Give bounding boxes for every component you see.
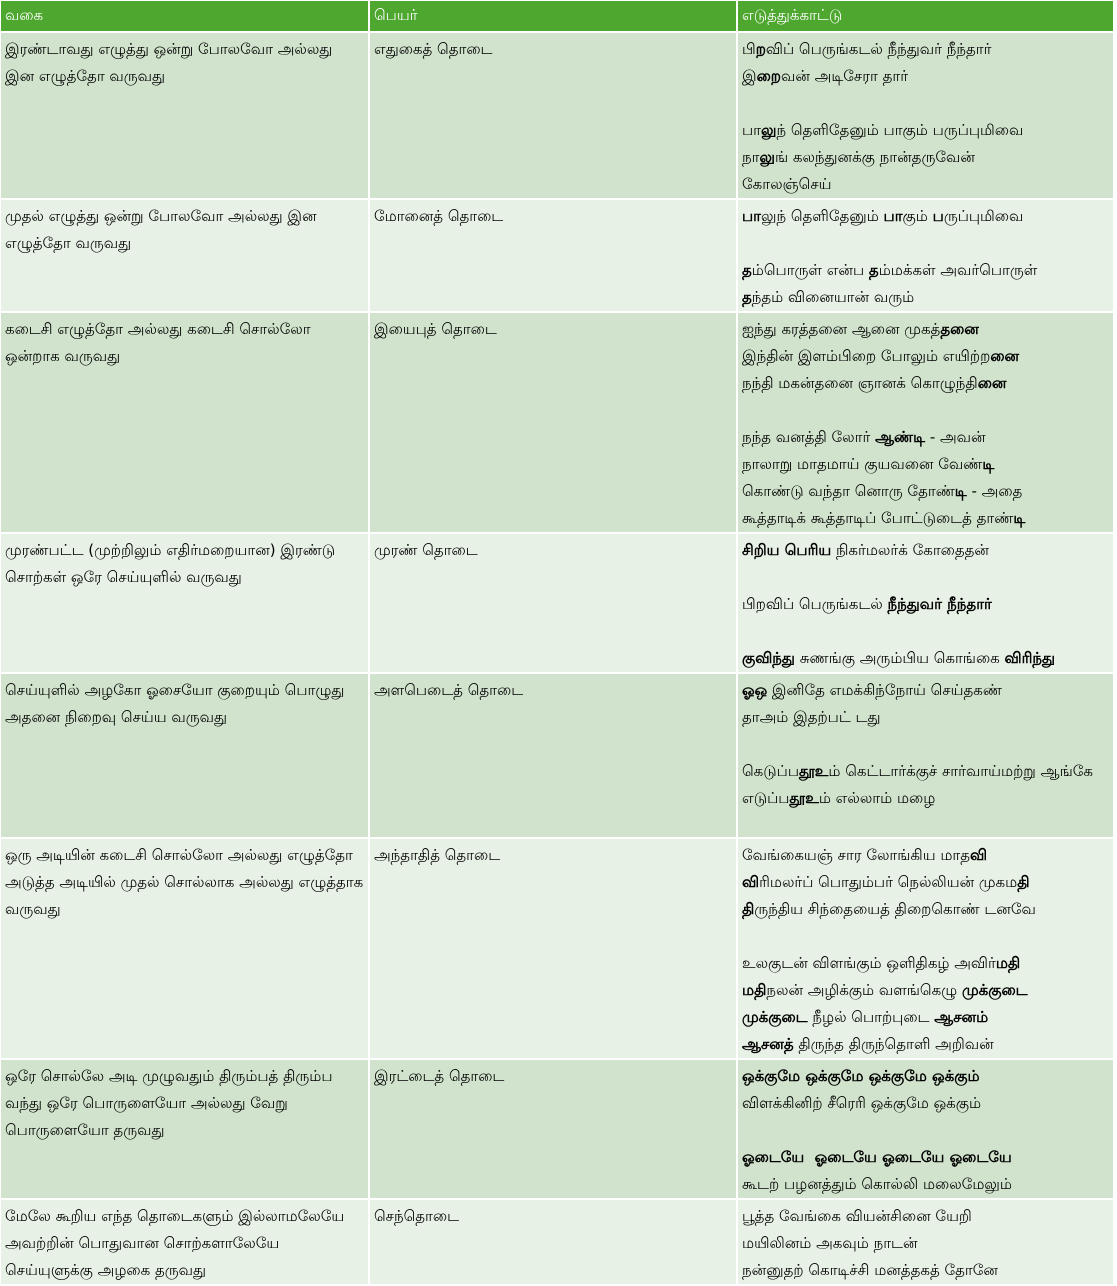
emphasized-text: றை bbox=[756, 67, 781, 85]
example-text: ஐந்து கரத்தனை ஆனை முகத் bbox=[742, 320, 941, 338]
row-example bbox=[737, 312, 1114, 533]
example-text: உலகுடன் விளங்கும் ஒளிதிகழ் அவிர் bbox=[742, 954, 996, 972]
example-text: விளக்கினிற் சீரெரி ஒக்குமே ஒக்கும் bbox=[742, 1094, 982, 1112]
row-name: செந்தொடை bbox=[369, 1199, 737, 1285]
example-text: கெடுப்ப bbox=[742, 762, 799, 780]
example-blank-line bbox=[742, 1117, 1109, 1144]
example-blank-line bbox=[742, 618, 1109, 645]
header-example: எடுத்துக்காட்டு bbox=[737, 1, 1114, 32]
example-line bbox=[742, 284, 1109, 311]
table-row bbox=[1, 1059, 1114, 1199]
header-name: பெயர் bbox=[369, 1, 737, 32]
example-line bbox=[742, 1090, 1109, 1117]
example-line bbox=[742, 316, 1109, 343]
table-row bbox=[1, 32, 1114, 199]
emphasized-text: பா bbox=[883, 207, 903, 225]
example-text: ங் கலந்துனக்கு நான்தருவேன் bbox=[774, 148, 975, 166]
example-text: நா bbox=[742, 148, 760, 166]
row-name: இயைபுத் தொடை bbox=[369, 312, 737, 533]
emphasized-text: ற bbox=[755, 40, 766, 58]
example-line bbox=[742, 896, 1109, 923]
emphasized-text: னை bbox=[977, 374, 1007, 392]
emphasized-text: வி bbox=[742, 873, 760, 891]
emphasized-text: த bbox=[742, 261, 752, 279]
example-line bbox=[742, 451, 1109, 478]
emphasized-text: விரிந்து bbox=[1004, 649, 1055, 667]
example-text: ருப்புமிவை bbox=[943, 207, 1024, 225]
row-description: ஒரு அடியின் கடைசி சொல்லோ அல்லது எழுத்தோ அடுத்த அடியில் முதல் சொல்லாக அல்லது எழுத்தாக வருவது bbox=[1, 838, 369, 1059]
row-name: முரண் தொடை bbox=[369, 533, 737, 673]
example-text: மயிலினம் அகவும் நாடன் bbox=[742, 1234, 918, 1252]
row-example bbox=[737, 533, 1114, 673]
example-line bbox=[742, 36, 1109, 63]
emphasized-text: முக்குடை bbox=[961, 981, 1028, 999]
row-description: முரண்பட்ட (முற்றிலும் எதிர்மறையான) இரண்டு சொற்கள் ஒரே செய்யுளில் வருவது bbox=[1, 533, 369, 673]
example-line bbox=[742, 1203, 1109, 1230]
example-text: ம் கெட்டார்க்குச் சார்வாய்மற்று ஆங்கே bbox=[828, 762, 1093, 780]
example-text: லுந் தெளிதேனும் bbox=[761, 207, 884, 225]
table-row bbox=[1, 838, 1114, 1059]
example-text: ரிமலர்ப் பொதும்பர் நெல்லியன் முகம bbox=[759, 873, 1018, 891]
header-type: வகை bbox=[1, 1, 369, 32]
example-blank-line bbox=[742, 923, 1109, 950]
example-text: - அதை bbox=[966, 482, 1023, 500]
emphasized-text: பா bbox=[742, 207, 761, 225]
example-line bbox=[742, 977, 1109, 1004]
example-text: ருந்திய சிந்தையைத் திறைகொண் டனவே bbox=[754, 900, 1036, 918]
example-text: நன்னுதற் கொடிச்சி மனத்தகத் தோனே bbox=[742, 1261, 998, 1279]
tamil-grammar-table-container bbox=[1, 1, 1114, 1286]
row-name: எதுகைத் தொடை bbox=[369, 32, 737, 199]
example-line bbox=[742, 645, 1109, 672]
example-line bbox=[742, 758, 1109, 785]
example-text: நீழல் பொற்புடை bbox=[807, 1008, 935, 1026]
example-text: திருந்த திருந்தொளி அறிவன் bbox=[793, 1035, 994, 1053]
table-row bbox=[1, 1199, 1114, 1285]
example-text: ம் எல்லாம் மழை bbox=[818, 789, 936, 807]
example-line bbox=[742, 144, 1109, 171]
row-example bbox=[737, 199, 1114, 312]
example-line bbox=[742, 785, 1109, 812]
example-line bbox=[742, 869, 1109, 896]
example-text: பி bbox=[742, 40, 756, 58]
row-example bbox=[737, 32, 1114, 199]
example-text: பிறவிப் பெருங்கடல் bbox=[742, 595, 888, 613]
example-text: ந்தம் வினையான் வரும் bbox=[751, 288, 915, 306]
example-text: வேங்கையஞ் சார லோங்கிய மாத bbox=[742, 846, 971, 864]
emphasized-text: னை bbox=[990, 347, 1020, 365]
example-line bbox=[742, 1031, 1109, 1058]
example-blank-line bbox=[742, 731, 1109, 758]
emphasized-text: ப bbox=[932, 207, 944, 225]
example-line bbox=[742, 950, 1109, 977]
example-line bbox=[742, 343, 1109, 370]
header-row bbox=[1, 1, 1114, 32]
example-text: நந்தி மகன்தனை ஞானக் கொழுந்தி bbox=[742, 374, 978, 392]
example-line bbox=[742, 842, 1109, 869]
example-line bbox=[742, 677, 1109, 704]
row-description: செய்யுளில் அழகோ ஓசையோ குறையும் பொழுது அதனை நிறைவு செய்ய வருவது bbox=[1, 673, 369, 838]
example-line bbox=[742, 203, 1109, 230]
example-line bbox=[742, 1144, 1109, 1171]
row-example bbox=[737, 1199, 1114, 1285]
example-blank-line bbox=[742, 90, 1109, 117]
emphasized-text: டி bbox=[982, 455, 995, 473]
emphasized-text: நீந்துவர் நீந்தார் bbox=[887, 595, 992, 613]
example-text: கூடற் பழனத்தும் கொல்லி மலைமேலும் bbox=[742, 1175, 1012, 1193]
example-line bbox=[742, 537, 1109, 564]
table-row bbox=[1, 312, 1114, 533]
example-text: - அவன் bbox=[925, 428, 986, 446]
emphasized-text: த bbox=[742, 288, 752, 306]
example-line bbox=[742, 704, 1109, 731]
example-text: ம்பொருள் என்ப bbox=[751, 261, 869, 279]
table-row bbox=[1, 533, 1114, 673]
example-line bbox=[742, 1171, 1109, 1198]
example-text: இனிதே எமக்கிந்நோய் செய்தகண் bbox=[767, 681, 1002, 699]
example-line bbox=[742, 171, 1109, 198]
emphasized-text: தி bbox=[742, 900, 755, 918]
table-body bbox=[1, 32, 1114, 1285]
emphasized-text: ஆசனம் bbox=[934, 1008, 989, 1026]
emphasized-text: தனை bbox=[940, 320, 979, 338]
example-line bbox=[742, 63, 1109, 90]
example-text: நாலாறு மாதமாய் குயவனை வேண் bbox=[742, 455, 983, 473]
example-line bbox=[742, 117, 1109, 144]
example-text: இ bbox=[742, 67, 757, 85]
example-text: தாஅம் இதற்பட் டது bbox=[742, 708, 881, 726]
row-example bbox=[737, 838, 1114, 1059]
emphasized-text: தூஉ bbox=[798, 762, 829, 780]
row-name: மோனைத் தொடை bbox=[369, 199, 737, 312]
example-line bbox=[742, 1230, 1109, 1257]
emphasized-text: முக்குடை bbox=[742, 1008, 808, 1026]
example-text: கோலஞ்செய் bbox=[742, 175, 832, 193]
example-text: இந்தின் இளம்பிறை போலும் எயிற்ற bbox=[742, 347, 991, 365]
example-text: கும் bbox=[902, 207, 933, 225]
example-text: ம்மக்கள் அவர்பொருள் bbox=[878, 261, 1038, 279]
row-name: அளபெடைத் தொடை bbox=[369, 673, 737, 838]
example-text: வன் அடிசேரா தார் bbox=[781, 67, 909, 85]
example-text: எடுப்ப bbox=[742, 789, 790, 807]
row-description: இரண்டாவது எழுத்து ஒன்று போலவோ அல்லது இன எழுத்தோ வருவது bbox=[1, 32, 369, 199]
row-example bbox=[737, 673, 1114, 838]
example-text: நிகர்மலர்க் கோதைதன் bbox=[831, 541, 989, 559]
example-blank-line bbox=[742, 564, 1109, 591]
example-blank-line bbox=[742, 397, 1109, 424]
emphasized-text: த bbox=[868, 261, 879, 279]
emphasized-text: லு bbox=[761, 121, 777, 139]
example-text: பா bbox=[742, 121, 761, 139]
row-description: ஒரே சொல்லே அடி முழுவதும் திரும்பத் திரும்ப வந்து ஒரே பொருளையோ அல்லது வேறு பொருளையோ தருவது bbox=[1, 1059, 369, 1199]
example-text: நலன் அழிக்கும் வளங்கெழு bbox=[766, 981, 962, 999]
example-line bbox=[742, 1004, 1109, 1031]
thodai-table bbox=[1, 1, 1115, 1286]
row-description: மேலே கூறிய எந்த தொடைகளும் இல்லாமலேயே அவற்றின் பொதுவான சொற்களாலேயே செய்யுளுக்கு அழகை தருவது bbox=[1, 1199, 369, 1285]
example-blank-line bbox=[742, 230, 1109, 257]
emphasized-text: டி bbox=[1013, 509, 1026, 527]
table-row bbox=[1, 199, 1114, 312]
example-text: கூத்தாடிக் கூத்தாடிப் போட்டுடைத் தாண் bbox=[742, 509, 1014, 527]
emphasized-text: ஆண்டி bbox=[875, 428, 926, 446]
example-line bbox=[742, 370, 1109, 397]
emphasized-text: ஓஒ bbox=[742, 681, 768, 699]
example-line bbox=[742, 478, 1109, 505]
example-text: ந் தெளிதேனும் பாகும் பருப்புமிவை bbox=[776, 121, 1024, 139]
emphasized-text: தி bbox=[1017, 873, 1030, 891]
emphasized-text: ஆசனத் bbox=[742, 1035, 794, 1053]
emphasized-text: ஒக்குமே ஒக்குமே ஒக்குமே ஒக்கும் bbox=[742, 1067, 980, 1085]
row-example bbox=[737, 1059, 1114, 1199]
example-text: சுணங்கு அரும்பிய கொங்கை bbox=[794, 649, 1005, 667]
example-text: விப் பெருங்கடல் நீந்துவர் நீந்தார் bbox=[765, 40, 992, 58]
example-line bbox=[742, 1063, 1109, 1090]
example-text: பூத்த வேங்கை வியன்சினை யேறி bbox=[742, 1207, 972, 1225]
row-description: கடைசி எழுத்தோ அல்லது கடைசி சொல்லோ ஒன்றாக வருவது bbox=[1, 312, 369, 533]
emphasized-text: குவிந்து bbox=[742, 649, 795, 667]
example-line bbox=[742, 591, 1109, 618]
row-name: இரட்டைத் தொடை bbox=[369, 1059, 737, 1199]
row-name: அந்தாதித் தொடை bbox=[369, 838, 737, 1059]
emphasized-text: ஓடையே ஓடையே ஓடையே ஓடையே bbox=[742, 1148, 1012, 1166]
example-text: கொண்டு வந்தா னொரு தோண் bbox=[742, 482, 955, 500]
emphasized-text: மதி bbox=[742, 981, 767, 999]
emphasized-text: லு bbox=[759, 148, 775, 166]
emphasized-text: வி bbox=[970, 846, 988, 864]
emphasized-text: டி bbox=[954, 482, 967, 500]
emphasized-text: சிறிய பெரிய bbox=[742, 541, 832, 559]
example-line bbox=[742, 257, 1109, 284]
example-line bbox=[742, 505, 1109, 532]
emphasized-text: மதி bbox=[995, 954, 1021, 972]
example-text: நந்த வனத்தி லோர் bbox=[742, 428, 876, 446]
emphasized-text: தூஉ bbox=[789, 789, 819, 807]
row-description: முதல் எழுத்து ஒன்று போலவோ அல்லது இன எழுத்தோ வருவது bbox=[1, 199, 369, 312]
table-row bbox=[1, 673, 1114, 838]
example-line bbox=[742, 424, 1109, 451]
